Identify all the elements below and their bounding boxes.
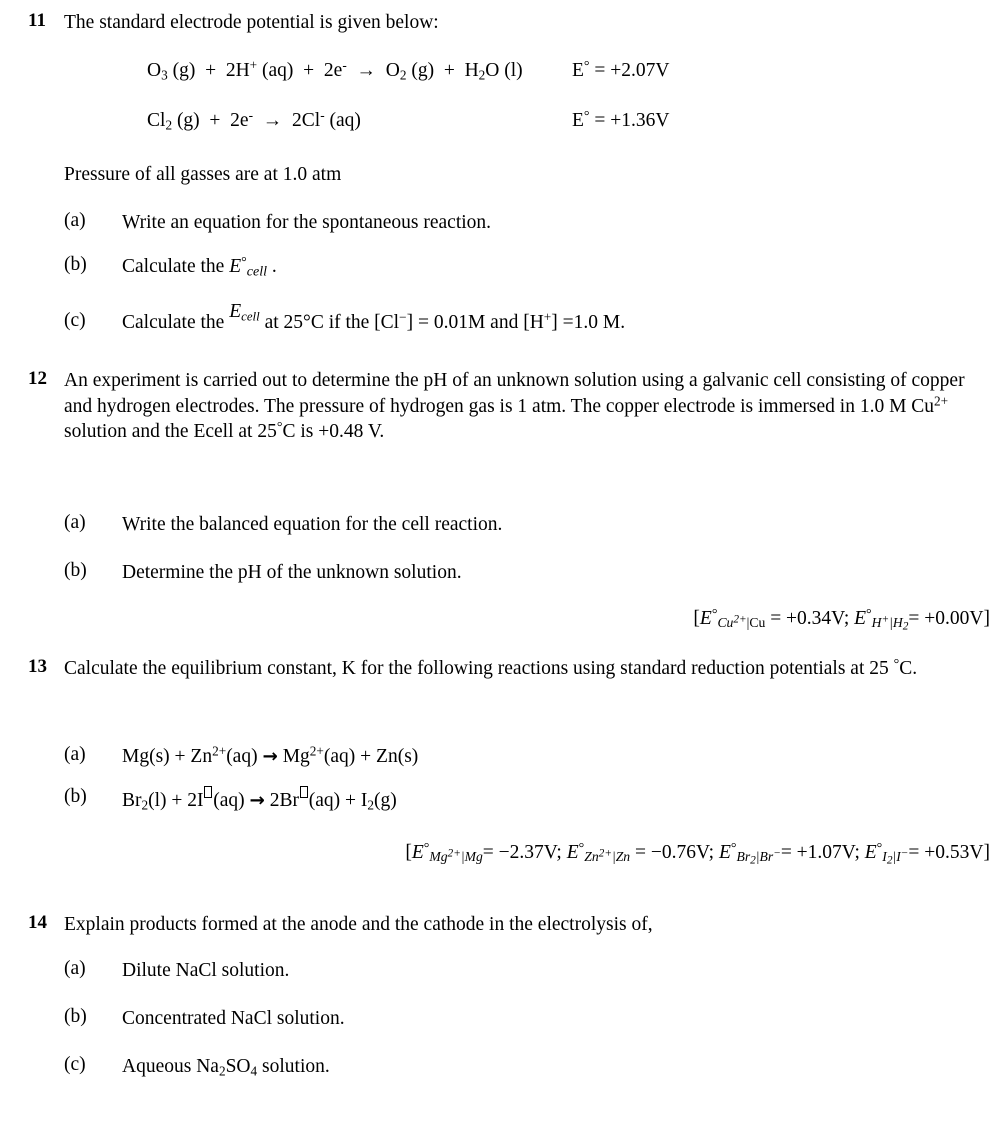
e-standard-symbol: E: [718, 842, 731, 863]
part-c-prefix: Calculate the: [122, 312, 225, 333]
question-11-equation-1: [0, 57, 990, 83]
e-standard-symbol: E: [566, 842, 579, 863]
question-11-part-a-row: [0, 210, 990, 235]
question-11-part-c-row: [0, 301, 990, 335]
question-11-equation-2: [0, 107, 990, 133]
question-14-part-b-row: [0, 1006, 990, 1031]
question-12-given-potentials: [E°Cu2+|Cu = +0.34V; $E^\circ H+|H_2= +0.00V$]: [693, 606, 990, 633]
equation-1-potential: E° = +2.07V: [572, 58, 670, 81]
question-11-part-c: [64, 301, 986, 335]
equation-2-potential: E° = +1.36V: [572, 108, 670, 131]
e-standard-symbol: E: [854, 608, 867, 629]
question-12: [0, 368, 990, 445]
part-text: Dilute NaCl solution.: [122, 960, 290, 981]
question-11-stem: The standard electrode potential is given below:: [64, 12, 439, 33]
part-label: (b): [64, 1006, 87, 1027]
e-standard-symbol: E: [864, 842, 877, 863]
question-12-part-b: [64, 560, 986, 585]
question-12-part-a: [64, 512, 986, 537]
equation-1-reaction: $O_3$ (g) + 2H+ $(aq) + 2e^- \to O_2$ $(g) + H_2O$ (l): [147, 57, 523, 83]
question-12-part-b-row: [0, 560, 990, 585]
equation-2-reaction: $Cl_2$ (g) + 2e- → 2Cl- (aq): [147, 107, 361, 133]
part-text: Calculate the E°cell .: [122, 254, 277, 280]
part-text: Write the balanced equation for the cell reaction.: [122, 514, 503, 535]
question-13-stem: Calculate the equilibrium constant, K for the following reactions using standard reduction potentials at 25 °C.: [64, 656, 918, 679]
question-11-part-b: [64, 254, 986, 279]
question-12-stem: An experiment is carried out to determine the pH of an unknown solution using a galvanic cell consisting of copper and hydrogen electrodes. The pressure of hydrogen gas is 1 atm. The copper electrode is immersed in 1.0 M $Cu^{2+}$ solution and the Ecell at 25°C is +0.48 V.: [64, 370, 965, 443]
question-12-number: 12: [28, 368, 47, 389]
missing-glyph-box-icon: [300, 786, 308, 798]
question-12-header: [0, 368, 990, 445]
question-11-note-row: [0, 162, 990, 188]
question-11-header: [0, 10, 990, 36]
question-11-pressure-note: Pressure of all gasses are at 1.0 atm: [64, 164, 342, 185]
question-14-part-c-row: [0, 1054, 990, 1079]
part-label: (b): [64, 786, 87, 807]
part-label: (a): [64, 210, 86, 231]
part-text: Concentrated NaCl solution.: [122, 1008, 345, 1029]
question-14-part-b: [64, 1006, 986, 1031]
question-12-part-a-row: [0, 512, 990, 537]
question-13-part-b: [64, 786, 986, 813]
e-cell-symbol: E: [229, 256, 242, 277]
question-14-header: [0, 912, 990, 938]
reaction-arrow-icon: →: [249, 789, 265, 811]
part-text: $Br_2(l) + 2I$ (aq) → 2Br $(aq) + I_2(g)$: [122, 786, 986, 813]
part-label: (c): [64, 310, 86, 331]
e-standard-symbol: E: [699, 608, 712, 629]
question-14-part-c: [64, 1054, 986, 1079]
part-text: Determine the pH of the unknown solution.: [122, 562, 462, 583]
e-standard-symbol: E: [411, 842, 424, 863]
part-text: Aqueous $Na_2SO_4$ solution.: [122, 1056, 330, 1079]
question-11-number: 11: [28, 10, 46, 31]
part-text: $Mg(s) + Zn^{2+}(aq) \to Mg^{2+}(aq) + Zn(s)$: [122, 743, 419, 767]
part-label: (b): [64, 560, 87, 581]
part-text: Calculate the Ecell at 25°C if the [Cl−] = 0.01M and [H+] =1.0 M.: [122, 301, 626, 333]
question-13-part-a-row: [0, 744, 990, 769]
question-14-part-a: [64, 958, 986, 983]
question-14-number: 14: [28, 912, 47, 933]
part-label: (a): [64, 512, 86, 533]
question-14-part-a-row: [0, 958, 990, 983]
question-11: [0, 10, 990, 36]
reaction-arrow-icon: →: [356, 60, 376, 81]
question-14: [0, 912, 990, 938]
question-13-given-potentials: [E°Mg2+|Mg= −2.37V; E°Zn2+|Zn = −0.76V; $E^\circ Br_2|Br-= +1.07V$; $E^\circ I_2|I-= +0.53V$]: [405, 840, 990, 867]
part-label: (b): [64, 254, 87, 275]
e-cell-symbol: Ecell: [229, 301, 260, 324]
question-13-part-a: [64, 744, 986, 769]
question-13: [0, 656, 990, 682]
missing-glyph-box-icon: [204, 786, 212, 798]
part-label: (a): [64, 744, 86, 765]
question-11-part-a: [64, 210, 986, 235]
question-11-part-b-row: [0, 254, 990, 279]
part-label: (c): [64, 1054, 86, 1075]
part-label: (a): [64, 958, 86, 979]
part-text: Write an equation for the spontaneous reaction.: [122, 212, 492, 233]
question-14-stem: Explain products formed at the anode and the cathode in the electrolysis of,: [64, 914, 653, 935]
question-13-number: 13: [28, 656, 47, 677]
reaction-arrow-icon: →: [262, 746, 278, 767]
question-13-header: [0, 656, 990, 682]
reaction-arrow-icon: →: [262, 110, 283, 131]
question-13-part-b-row: [0, 786, 990, 813]
